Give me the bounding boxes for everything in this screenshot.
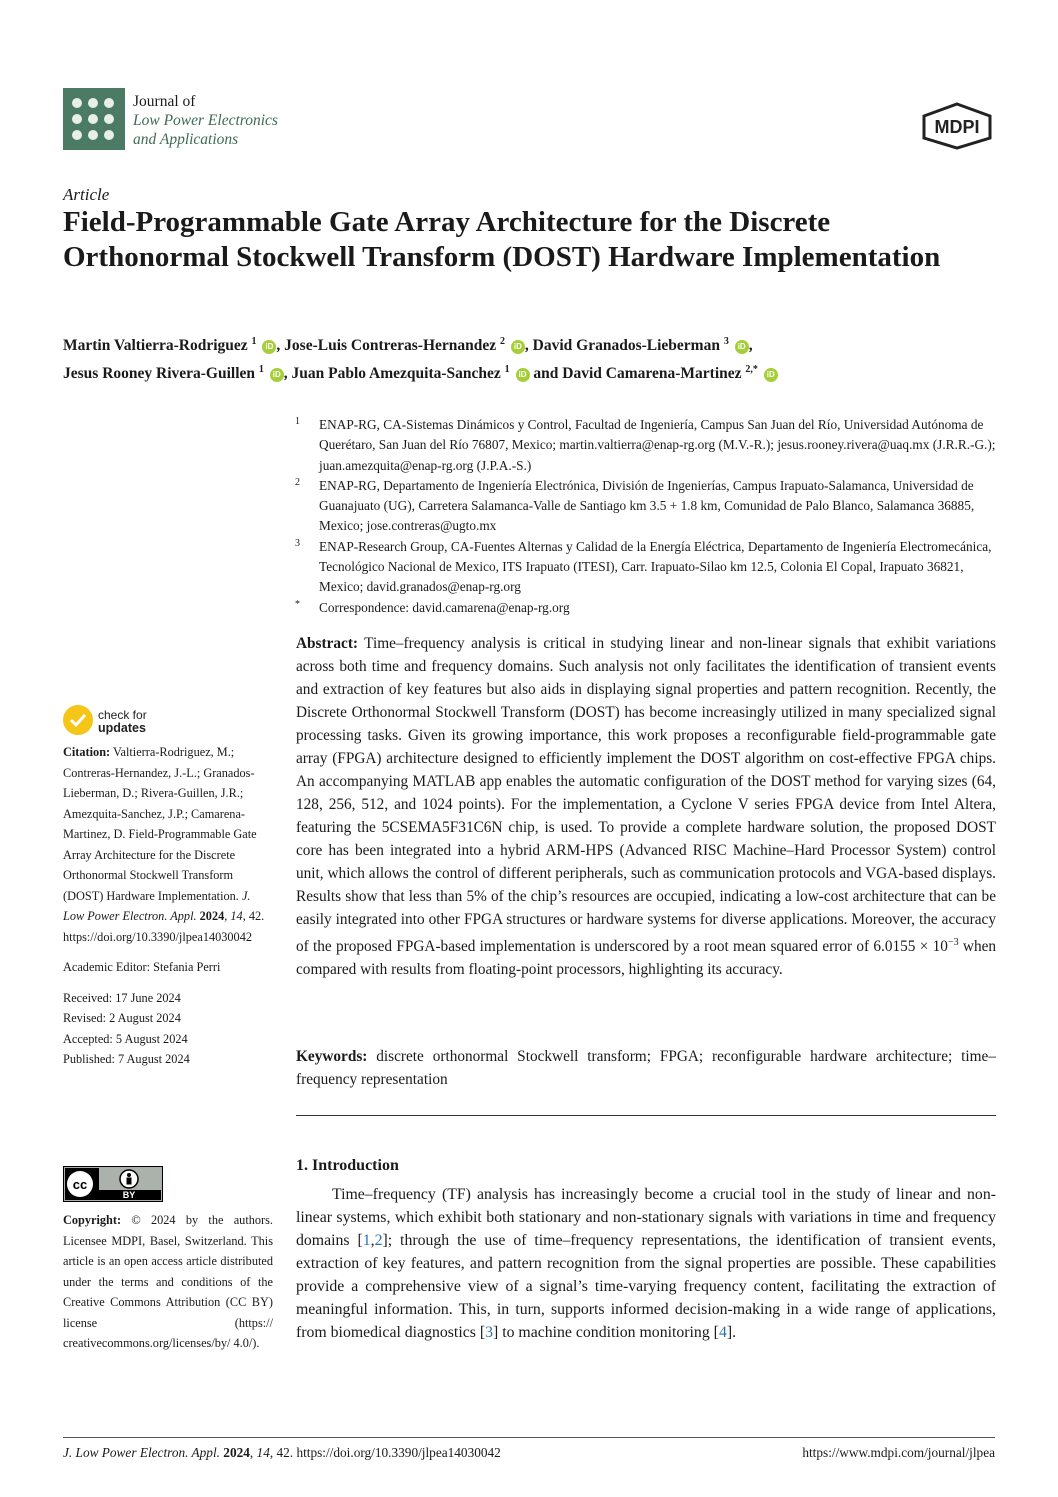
- author-affiliation: 1: [258, 364, 264, 376]
- author-list: [63, 330, 1003, 386]
- footer-citation: J. Low Power Electron. Appl. 2024, 14, 42. https://doi.org/10.3390/jlpea14030042: [63, 1445, 501, 1460]
- affiliation-mark: 1: [295, 416, 300, 427]
- copyright-label: Copyright:: [63, 1213, 122, 1227]
- published-date: Published: 7 August 2024: [63, 1052, 190, 1066]
- intro-text: ] to machine condition monitoring [: [492, 1324, 719, 1341]
- copyright-notice: [63, 1210, 273, 1354]
- copyright-text: © 2024 by the authors. Licensee MDPI, Basel, Switzerland. This article is an open access article distributed under the terms and conditions of the Creative Commons Attribution (CC BY) license (https:// creativecommons.org/licenses/by/ 4.0/).: [63, 1213, 273, 1350]
- cc-by-label: BY: [122, 1190, 136, 1200]
- keywords-text: discrete orthonormal Stockwell transform; FPGA; reconfigurable hardware architecture; time–frequency representation: [296, 1048, 996, 1088]
- affiliation-text: ENAP-RG, Departamento de Ingeniería Electrónica, División de Ingenierías, Campus Irapuato-Salamanca, Universidad de Guanajuato (UG), Carretera Salamanca-Valle de Santiago km 3.5 + 1.8 km, Comunidad de Palo Blanco, Salamanca 36885, Mexico; jose.contreras@ugto.mx: [319, 477, 975, 534]
- intro-text: ].: [726, 1324, 737, 1341]
- affiliation-text: Correspondence: david.camarena@enap-rg.org: [319, 599, 570, 615]
- orcid-icon[interactable]: iD: [511, 340, 525, 354]
- article-type: Article: [63, 185, 110, 204]
- intro-paragraph: [296, 1183, 996, 1344]
- citation-link[interactable]: 3: [485, 1324, 493, 1341]
- abstract-times: ×: [919, 938, 929, 956]
- affiliation-mark: *: [295, 598, 300, 610]
- abstract-base: 10: [932, 938, 948, 956]
- author-name: David Camarena-Martinez: [562, 365, 742, 383]
- journal-url-link[interactable]: https://www.mdpi.com/journal/jlpea: [802, 1445, 995, 1460]
- check-icon: [63, 705, 93, 735]
- cc-by-license-badge[interactable]: [63, 1166, 163, 1202]
- article-title: Field-Programmable Gate Array Architecture for the Discrete Orthonormal Stockwell Transform (DOST) Hardware Implementation: [63, 206, 941, 273]
- footer-volume: 14: [256, 1445, 270, 1460]
- citation-rest: , 42. https://doi.org/10.3390/jlpea14030042: [63, 909, 265, 944]
- author-affiliation: 2: [500, 336, 506, 347]
- footer-year: 2024: [223, 1445, 250, 1460]
- orcid-icon[interactable]: iD: [735, 340, 749, 354]
- revised-date: Revised: 2 August 2024: [63, 1011, 181, 1025]
- journal-logo: [63, 88, 125, 150]
- citation-text: Valtierra-Rodriguez, M.; Contreras-Hernandez, J.-L.; Granados-Lieberman, D.; Rivera-Guillen, J.R.; Amezquita-Sanchez, J.P.; Camarena-Martinez, D. Field-Programmable Gate Array Architecture for the Discrete Orthonormal Stockwell Transform (DOST) Hardware Implementation.: [63, 745, 257, 903]
- orcid-icon[interactable]: iD: [516, 368, 530, 382]
- journal-name-line1: Journal of: [133, 93, 196, 110]
- keywords-label: Keywords:: [296, 1048, 368, 1065]
- orcid-icon[interactable]: iD: [764, 368, 778, 382]
- citation-journal: J. Low Power Electron. Appl.: [63, 888, 251, 923]
- journal-name-line2: Low Power Electronics: [133, 112, 278, 129]
- citation-link[interactable]: 4: [718, 1324, 727, 1341]
- affiliation-mark: 3: [295, 537, 300, 549]
- abstract-tail: when compared with results from floating-point processors, highlighting its accuracy.: [296, 938, 997, 979]
- footer-divider: [63, 1437, 995, 1438]
- citation-year: 2024: [199, 909, 225, 923]
- author-affiliation: 2,*: [745, 364, 758, 376]
- author-separator: ,: [283, 365, 292, 383]
- affiliation-item: [295, 415, 1000, 476]
- author-name: Juan Pablo Amezquita-Sanchez: [291, 365, 501, 383]
- affiliation-text: ENAP-RG, CA-Sistemas Dinámicos y Control, Facultad de Ingeniería, Campus San Juan del Río, Universidad Autónoma de Querétaro, San Juan del Río 76807, Mexico; martin.valtierra@enap-rg.org (M.V.-R.); jesus.rooney.rivera@uaq.mx (J.R.R.-G.); juan.amezquita@enap-rg.org (J.P.A.-S.): [319, 417, 996, 473]
- check-for-updates-badge[interactable]: [63, 705, 183, 739]
- abstract-text: Time–frequency analysis is critical in studying linear and non-linear signals that exhibit variations across both time and frequency domains. Such analysis not only facilitates the identification of transient events and extraction of key features but also aids in displaying signal properties and pattern recognition. Recently, the Discrete Orthonormal Stockwell Transform (DOST) has become increasingly utilized in many specialized signal processing tasks. Given its growing importance, this work proposes a reconfigurable field-programmable gate array (FPGA) architecture designed to efficiently implement the DOST algorithm on cost-effective FPGA chips. An accompanying MATLAB app enables the automatic configuration of the DOST method for varying sizes (64, 128, 256, 512, and 1024 points). For the implementation, a Cyclone V series FPGA device from Intel Altera, featuring the 5CSEMA5F31C6N chip, is used. To provide a complete hardware solution, the proposed DOST core has been integrated into a hybrid ARM-HPS (Advanced RISC Machine–Hard Processor System) control unit, which allows the control of different peripherals, such as communication protocols and VGA-based displays. Results show that less than 5% of the chip’s resources are occupied, indicating a low-cost architecture that can be easily integrated into other FPGA structures or hardware systems for diverse applications. Moreover, the accuracy of the proposed FPGA-based implementation is underscored by a root mean squared error of 6.0155: [296, 635, 996, 956]
- abstract: [296, 632, 996, 981]
- affiliation-item: [295, 537, 1000, 598]
- section-heading: 1. Introduction: [296, 1157, 399, 1174]
- citation-label: Citation:: [63, 745, 111, 759]
- affiliations: [295, 415, 1000, 618]
- affiliation-mark: 2: [295, 476, 300, 488]
- received-date: Received: 17 June 2024: [63, 990, 181, 1005]
- abstract-exponent: −3: [947, 937, 959, 948]
- author-affiliation: 1: [504, 364, 510, 376]
- journal-name: [133, 92, 278, 149]
- citation-volume: 14: [230, 909, 243, 923]
- academic-editor: Academic Editor: Stefania Perri: [63, 960, 221, 974]
- updates-line1: check for: [98, 708, 147, 722]
- author-separator: ,: [748, 337, 753, 355]
- orcid-icon[interactable]: iD: [270, 368, 284, 382]
- mdpi-logo: [920, 102, 994, 155]
- author-name: David Granados-Lieberman: [532, 337, 720, 355]
- affiliation-text: ENAP-Research Group, CA-Fuentes Alternas y Calidad de la Energía Eléctrica, Departamento de Ingeniería Electromecánica, Tecnológico Nacional de Mexico, ITS Irapuato (ITESI), Carr. Irapuato-Silao km 12.5, Colonia El Copal, Irapuato 36821, Mexico; david.granados@enap-rg.org: [319, 538, 992, 595]
- abstract-label: Abstract:: [296, 635, 359, 652]
- author-affiliation: 3: [723, 336, 729, 347]
- citation-link[interactable]: 2: [374, 1232, 383, 1249]
- author-separator: ,: [276, 337, 285, 355]
- intro-text: ]; through the use of time–frequency representations, the identification of transient events, extraction of key features, and pattern recognition from the signal properties are possible. These capabilities provide a comprehensive view of a signal’s time-varying frequency content, facilitating the extraction of meaningful information. This, in turn, supports informed decision-making in a wide range of applications, from biomedical diagnostics [: [296, 1232, 996, 1341]
- citation-block: Citation: Valtierra-Rodriguez, M.; Contreras-Hernandez, J.-L.; Granados-Lieberman, D.; Rivera-Guillen, J.R.; Amezquita-Sanchez, J.P.; Camarena-Martinez, D. Field-Programmable Gate Array Architecture for the Discrete Orthonormal Stockwell Transform (DOST) Hardware Implementation. J. Low Power Electron. Appl. 2024, 14, 42. https://doi.org/10.3390/jlpea14030042: [63, 745, 265, 944]
- affiliation-item: [295, 476, 1000, 537]
- intro-text: Time–frequency (TF) analysis has increasingly become a crucial tool in the study of linear and non-linear systems, which exhibit both stationary and non-stationary signals with variations in time and frequency domains [: [296, 1186, 996, 1249]
- cc-label: cc: [72, 1177, 88, 1192]
- sidebar: [63, 742, 273, 1070]
- author-affiliation: 1: [251, 336, 257, 347]
- author-name: Jesus Rooney Rivera-Guillen: [63, 365, 256, 383]
- author-name: Martin Valtierra-Rodriguez: [63, 337, 248, 355]
- keywords: [296, 1045, 996, 1091]
- mdpi-logo-text: MDPI: [934, 117, 980, 137]
- accepted-date: Accepted: 5 August 2024: [63, 1031, 188, 1046]
- orcid-icon[interactable]: iD: [262, 340, 276, 354]
- affiliation-item: [295, 598, 1000, 618]
- section-divider: [296, 1115, 996, 1116]
- author-separator: ,: [524, 337, 533, 355]
- author-separator: and: [529, 365, 563, 383]
- citation-separator: ,: [370, 1232, 375, 1249]
- journal-name-line3: and Applications: [133, 131, 239, 148]
- footer-rest: , 42. https://doi.org/10.3390/jlpea14030042: [269, 1445, 501, 1460]
- footer-journal: J. Low Power Electron. Appl.: [63, 1445, 220, 1460]
- updates-line2: updates: [98, 721, 146, 735]
- citation-link[interactable]: 1: [362, 1232, 371, 1249]
- author-name: Jose-Luis Contreras-Hernandez: [284, 337, 497, 355]
